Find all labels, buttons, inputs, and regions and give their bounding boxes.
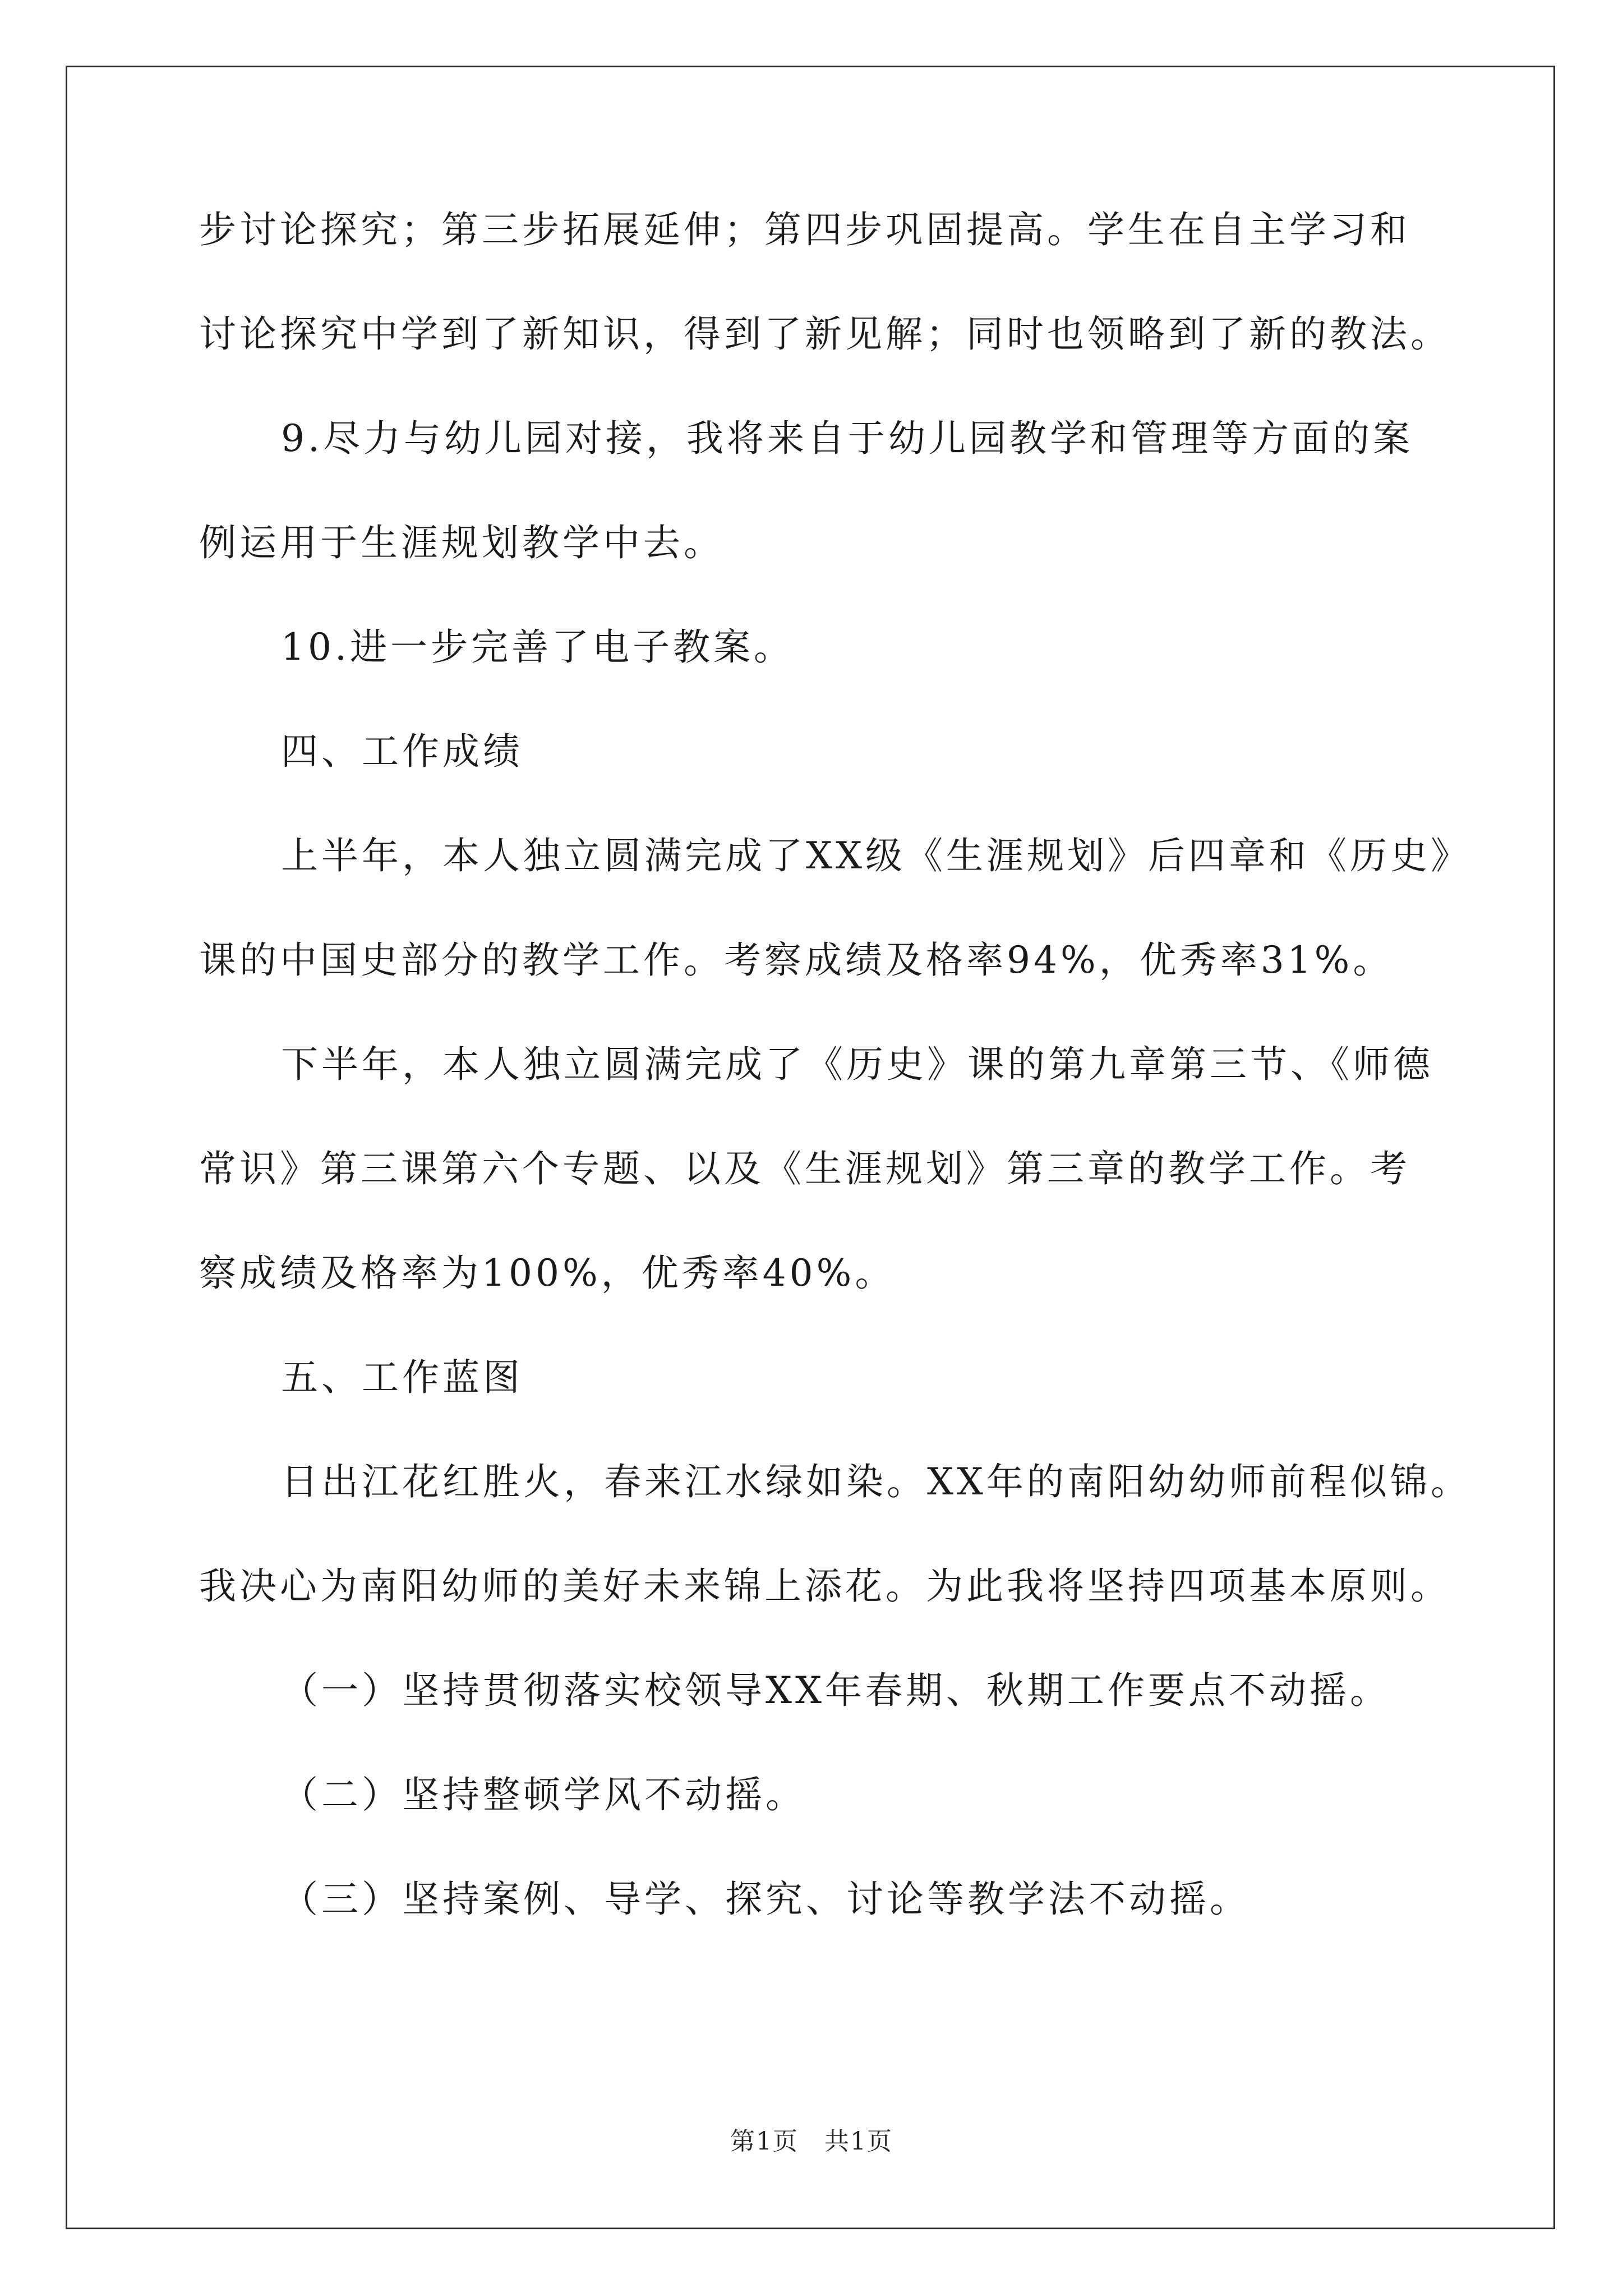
text-line: 9.尽力与幼儿园对接，我将来自于幼儿园教学和管理等方面的案 — [281, 417, 1413, 460]
section-heading: 四、工作成绩 — [281, 730, 523, 773]
text-line: 10.进一步完善了电子教案。 — [281, 625, 794, 669]
text-line: 我决心为南阳幼师的美好未来锦上添花。为此我将坚持四项基本原则。 — [199, 1565, 1451, 1608]
text-line: 讨论探究中学到了新知识，得到了新见解；同时也领略到了新的教法。 — [199, 312, 1451, 356]
text-line: 常识》第三课第六个专题、以及《生涯规划》第三章的教学工作。考 — [199, 1147, 1410, 1190]
text-line: 例运用于生涯规划教学中去。 — [199, 521, 724, 564]
text-line: （一）坚持贯彻落实校领导XX年春期、秋期工作要点不动摇。 — [281, 1669, 1390, 1712]
text-line: 下半年，本人独立圆满完成了《历史》课的第九章第三节、《师德 — [281, 1043, 1433, 1086]
page-footer: 第1页 共1页 — [730, 2127, 893, 2156]
text-line: 步讨论探究；第三步拓展延伸；第四步巩固提高。学生在自主学习和 — [199, 208, 1410, 251]
text-line: 上半年，本人独立圆满完成了XX级《生涯规划》后四章和《历史》 — [281, 834, 1471, 877]
text-line: （二）坚持整顿学风不动摇。 — [281, 1773, 806, 1816]
section-heading: 五、工作蓝图 — [281, 1356, 523, 1399]
text-line: 察成绩及格率为100%，优秀率40%。 — [199, 1251, 896, 1295]
text-line: 课的中国史部分的教学工作。考察成绩及格率94%，优秀率31%。 — [199, 938, 1394, 982]
text-line: （三）坚持案例、导学、探究、讨论等教学法不动摇。 — [281, 1878, 1250, 1921]
text-line: 日出江花红胜火，春来江水绿如染。XX年的南阳幼幼师前程似锦。 — [281, 1460, 1471, 1503]
